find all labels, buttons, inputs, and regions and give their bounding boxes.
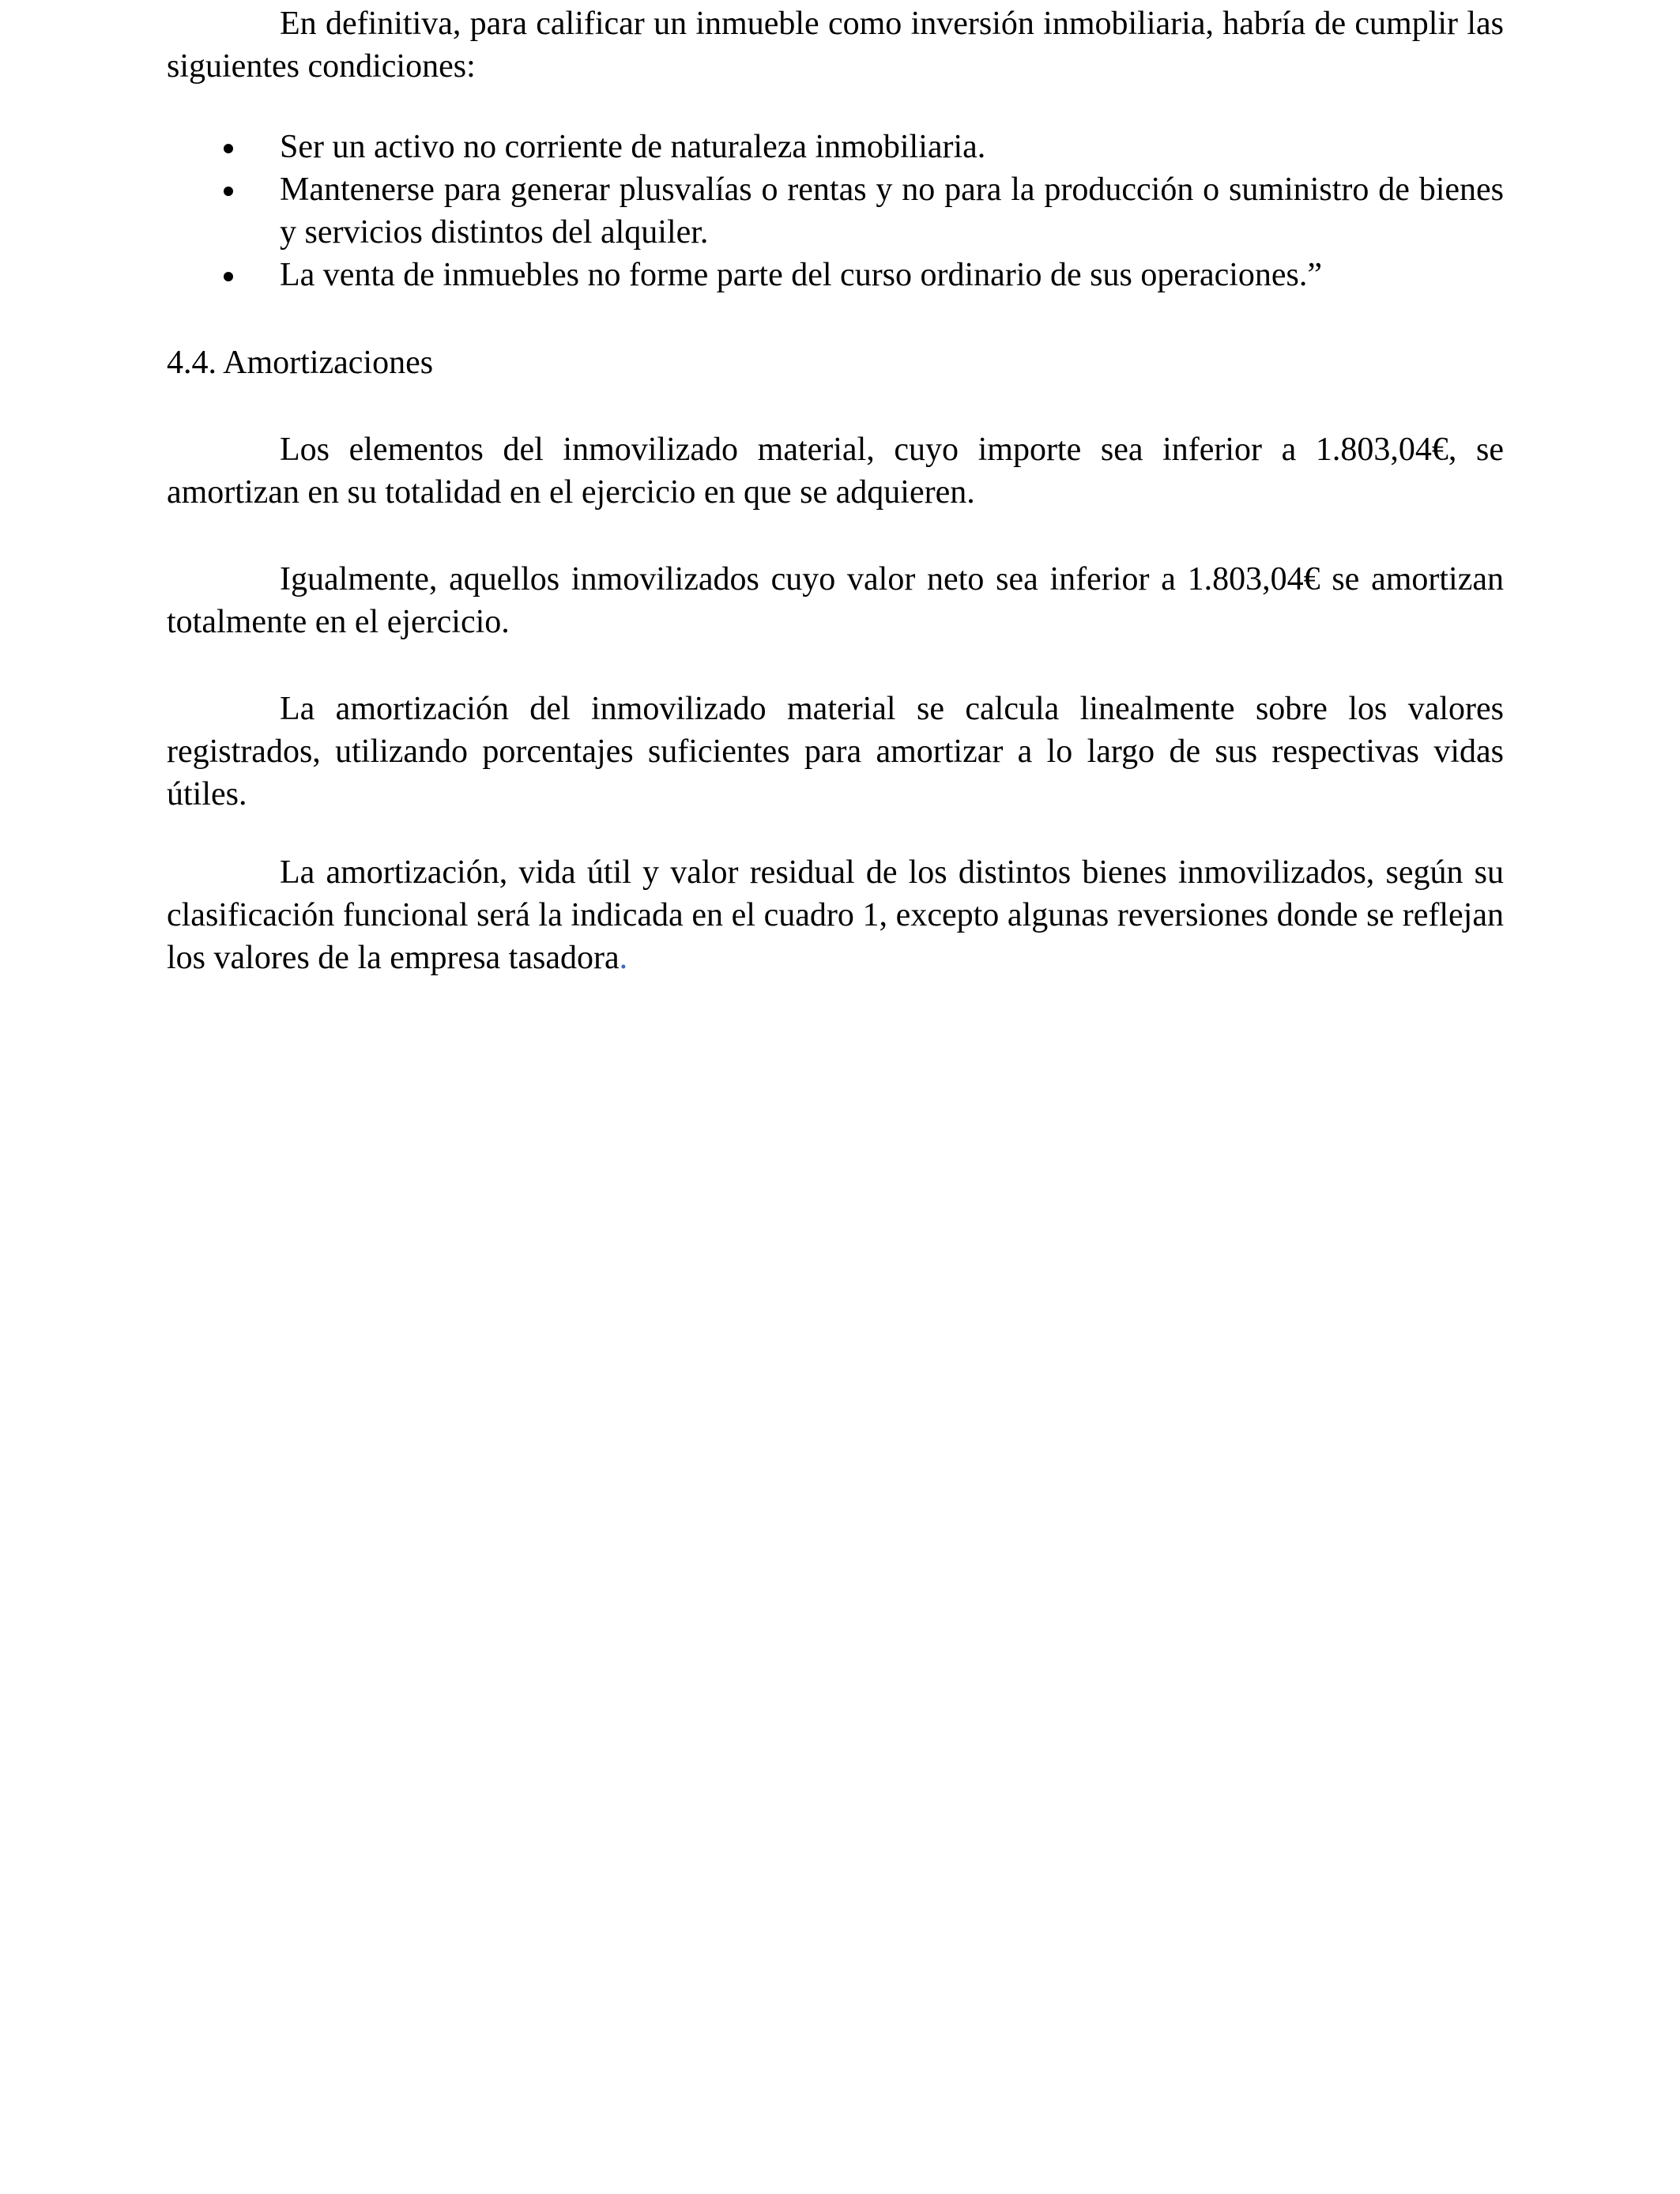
useful-life-text: La amortización, vida útil y valor residual de los distintos bienes inmovilizados, según su clasificación funcional será la indicada en el cuadro 1, excepto algunas reversiones donde se reflejan los valores de la empresa tasadora <box>167 854 1504 976</box>
condition-text: Mantenerse para generar plusvalías o rentas y no para la producción o suministro de bienes y servicios distintos del alquiler. <box>280 172 1504 251</box>
final-period: . <box>619 940 628 976</box>
conditions-list <box>167 126 1504 296</box>
section-heading: 4.4. Amortizaciones <box>167 345 434 381</box>
document-page <box>167 0 1504 979</box>
paragraph-threshold: Los elementos del inmovilizado material, cuyo importe sea inferior a 1.803,04€, se amortizan en su totalidad en el ejercicio en que se adquieren. <box>167 432 1504 511</box>
bullet-icon <box>224 144 233 153</box>
intro-paragraph: En definitiva, para calificar un inmueble como inversión inmobiliaria, habría de cumplir las siguientes condiciones: <box>167 6 1504 85</box>
list-item <box>167 254 1504 296</box>
list-item <box>167 126 1504 168</box>
bullet-icon <box>224 187 233 196</box>
list-item <box>167 168 1504 254</box>
condition-text: Ser un activo no corriente de naturaleza inmobiliaria. <box>280 129 986 165</box>
condition-text: La venta de inmuebles no forme parte del curso ordinario de sus operaciones.” <box>280 257 1323 293</box>
paragraph-net-value: Igualmente, aquellos inmovilizados cuyo valor neto sea inferior a 1.803,04€ se amortizan totalmente en el ejercicio. <box>167 561 1504 640</box>
paragraph-linear-method: La amortización del inmovilizado material se calcula linealmente sobre los valores registrados, utilizando porcentajes suficientes para amortizar a lo largo de sus respectivas vidas útiles. <box>167 691 1504 812</box>
bullet-icon <box>224 272 233 281</box>
paragraph-useful-life <box>167 851 1504 979</box>
